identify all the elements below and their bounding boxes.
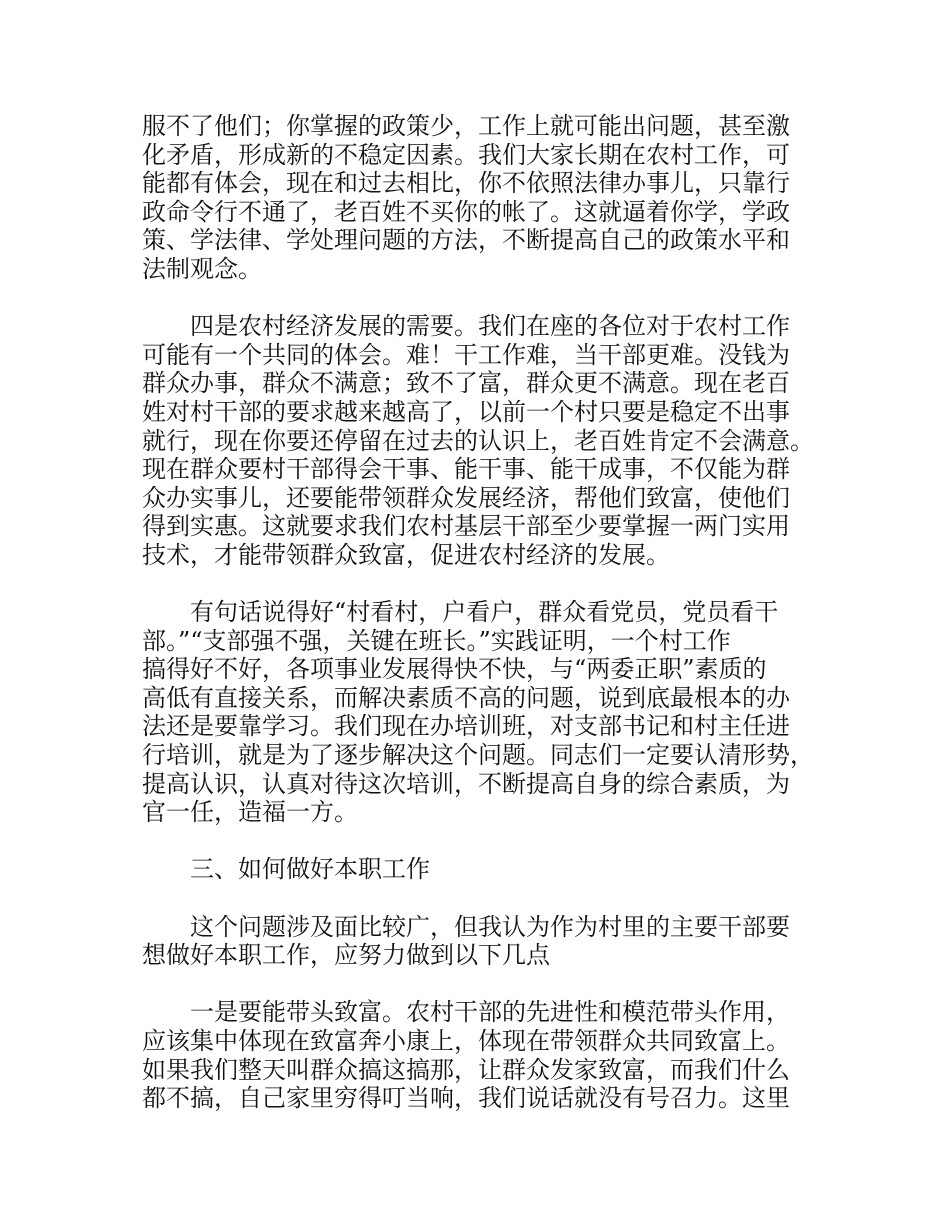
- text-line: 一是要能带头致富。农村干部的先进性和模范带头作用，: [190, 998, 790, 1027]
- text-line: 策、学法律、学处理问题的方法，不断提高自己的政策水平和: [142, 226, 790, 255]
- text-line: 都不搞，自己家里穷得叮当响，我们说话就没有号召力。这里: [142, 1084, 790, 1113]
- text-line: 搞得好不好，各项事业发展得快不快，与“两委正职”素质的: [142, 655, 767, 684]
- text-line: 高低有直接关系，而解决素质不高的问题，说到底最根本的办: [142, 683, 790, 712]
- text-line: 法制观念。: [142, 254, 262, 283]
- text-line: 想做好本职工作，应努力做到以下几点: [142, 941, 550, 970]
- document-page: [142, 112, 832, 1141]
- para-heading-three: [142, 855, 832, 884]
- para-scope: [142, 913, 832, 970]
- para-lead-prosperity: [142, 998, 832, 1112]
- text-line: 姓对村干部的要求越来越高了，以前一个村只要是稳定不出事: [142, 397, 790, 426]
- text-line: 得到实惠。这就要求我们农村基层干部至少要掌握一两门实用: [142, 512, 790, 541]
- text-line: 能都有体会，现在和过去相比，你不依照法律办事儿，只靠行: [142, 169, 790, 198]
- text-line: 可能有一个共同的体会。难！干工作难，当干部更难。没钱为: [142, 340, 790, 369]
- para-policy-knowledge: [142, 112, 832, 284]
- text-line: 现在群众要村干部得会干事、能干事、能干成事，不仅能为群: [142, 455, 790, 484]
- text-line: 服不了他们；你掌握的政策少，工作上就可能出问题，甚至激: [142, 112, 790, 140]
- text-line: 群众办事，群众不满意；致不了富，群众更不满意。现在老百: [142, 369, 790, 398]
- text-line: 就行，现在你要还停留在过去的认识上，老百姓肯定不会满意。: [142, 426, 814, 455]
- text-line: 四是农村经济发展的需要。我们在座的各位对于农村工作: [190, 312, 790, 341]
- text-line: 这个问题涉及面比较广，但我认为作为村里的主要干部要: [190, 912, 790, 941]
- text-line: 有句话说得好“村看村，户看户，群众看党员，党员看干: [190, 598, 779, 627]
- text-line: 三、如何做好本职工作: [190, 855, 430, 884]
- text-line: 如果我们整天叫群众搞这搞那，让群众发家致富，而我们什么: [142, 1055, 790, 1084]
- text-line: 提高认识，认真对待这次培训，不断提高自身的综合素质，为: [142, 769, 790, 798]
- para-saying: [142, 598, 832, 827]
- text-line: 部。”“支部强不强，关键在班长。”实践证明，一个村工作: [142, 626, 731, 655]
- text-line: 政命令行不通了，老百姓不买你的帐了。这就逼着你学，学政: [142, 197, 790, 226]
- text-line: 众办实事儿，还要能带领群众发展经济，帮他们致富，使他们: [142, 483, 790, 512]
- text-line: 法还是要靠学习。我们现在办培训班，对支部书记和村主任进: [142, 712, 790, 741]
- text-line: 技术，才能带领群众致富，促进农村经济的发展。: [142, 540, 670, 569]
- text-line: 官一任，造福一方。: [142, 798, 358, 827]
- para-economic-development: [142, 312, 832, 569]
- text-line: 行培训，就是为了逐步解决这个问题。同志们一定要认清形势，: [142, 741, 814, 770]
- text-line: 化矛盾，形成新的不稳定因素。我们大家长期在农村工作，可: [142, 140, 790, 169]
- text-line: 应该集中体现在致富奔小康上，体现在带领群众共同致富上。: [142, 1027, 790, 1055]
